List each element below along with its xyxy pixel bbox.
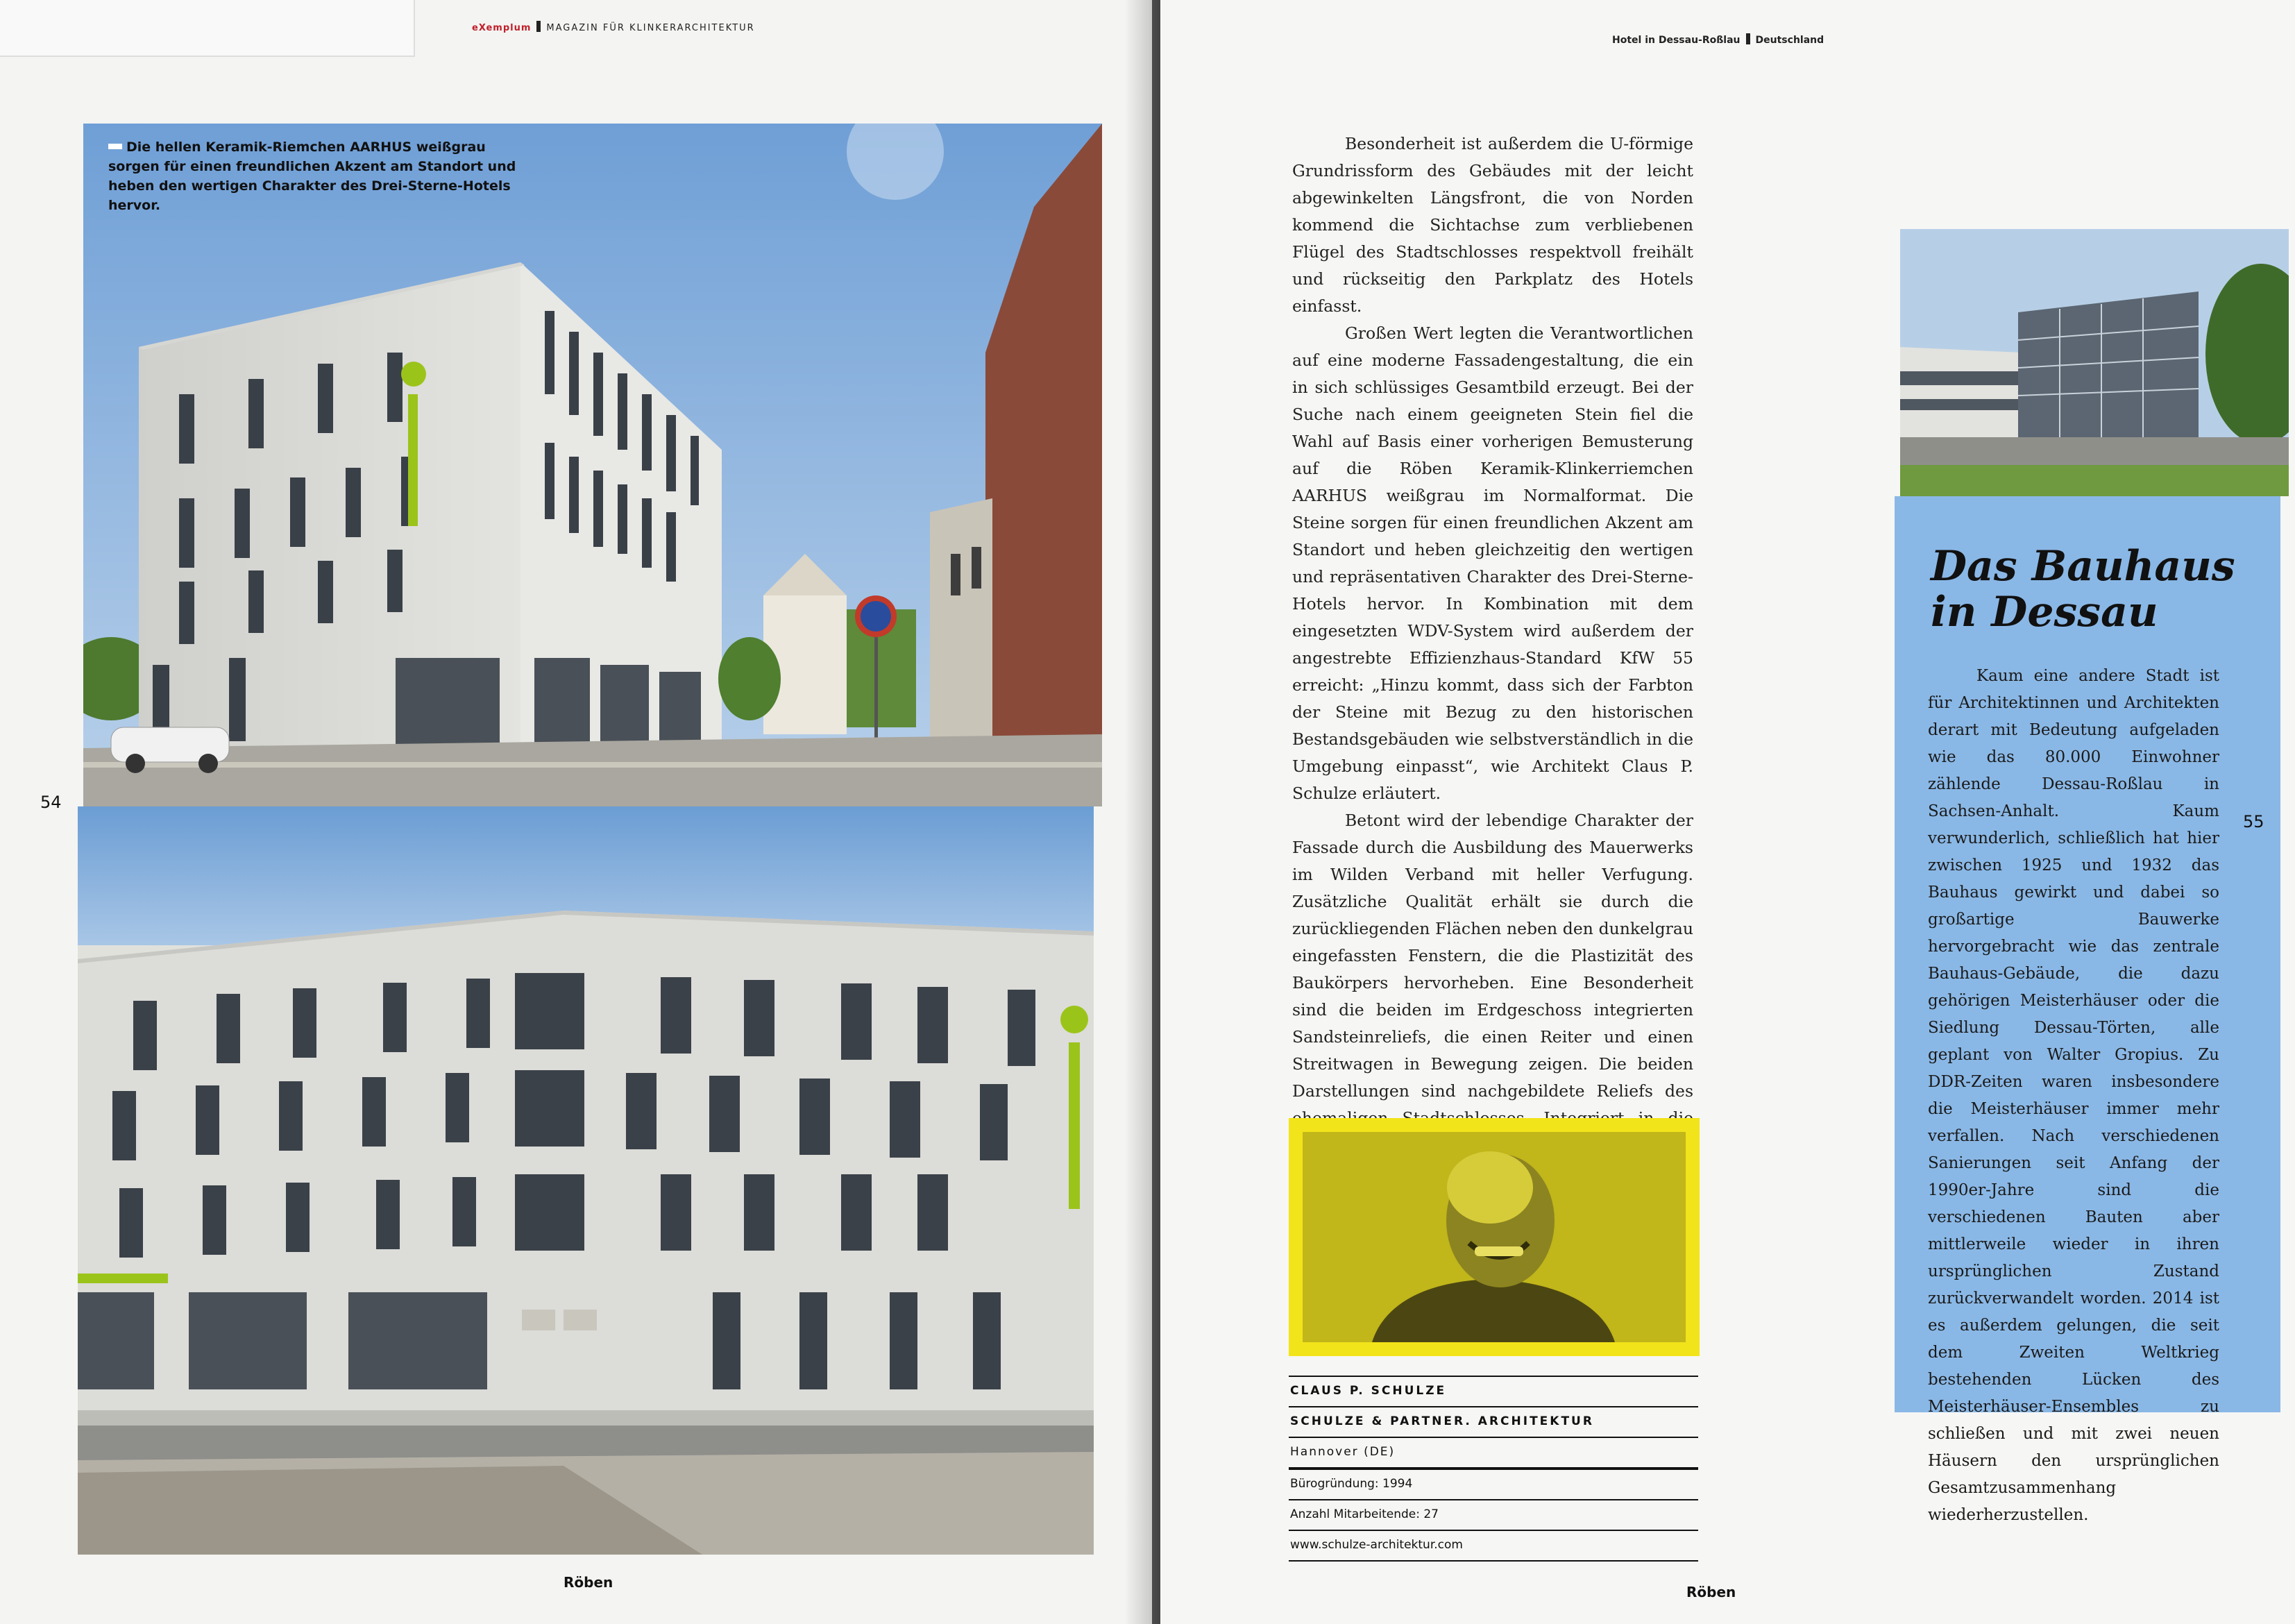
article-body (1292, 130, 1693, 1213)
bauhaus-photo (1900, 229, 2289, 496)
magazine-header (472, 21, 755, 33)
sidebar-title (1931, 543, 2257, 635)
caption-text: Die hellen Keramik-Riemchen AARHUS weißgrau sorgen für einen freundlichen Akzent am Standort und heben den wertigen Charakter des Drei-Sterne-Hotels hervor. (108, 139, 516, 213)
employee-count: Anzahl Mitarbeitende: 27 (1289, 1499, 1698, 1530)
architect-facts (1289, 1376, 1698, 1562)
gutter-shadow (1124, 0, 1166, 1624)
architect-name: CLAUS P. SCHULZE (1289, 1376, 1698, 1406)
page-corner (0, 0, 415, 57)
bauhaus-sidebar (1895, 496, 2280, 1524)
sidebar-text (1928, 663, 2219, 1529)
portrait-illustration (1303, 1132, 1686, 1342)
founded-year: Bürogründung: 1994 (1289, 1467, 1698, 1499)
hotel-photo-bottom (78, 806, 1094, 1555)
page-number-right: 55 (2243, 812, 2264, 831)
hotel-illustration-top (83, 124, 1102, 806)
architect-city: Hannover (DE) (1289, 1437, 1698, 1467)
sidebar-paragraph: Kaum eine andere Stadt ist für Architektinnen und Architekten derart mit Bedeutung aufgeladen wie das 80.000 Einwohner zählende Dessau-Roßlau in Sachsen-Anhalt. Kaum verwunderlich, schließlich hat hier zwischen 1925 und 1932 das Bauhaus gewirkt und dabei so großartige Bauwerke hervorgebracht wie das zentrale Bauhaus-Gebäude, die dazu gehörigen Meisterhäuser oder die Siedlung Dessau-Törten, alle geplant von Walter Gropius. Zu DDR-Zeiten waren insbesondere die Meisterhäuser immer mehr verfallen. Nach verschiedenen Sanierungen seit Anfang der 1990er-Jahre sind die verschiedenen Bauten aber mittlerweile wieder in ihren ursprünglichen Zustand zurückverwandelt worden. 2014 ist es außerdem gelungen, die seit dem Zweiten Weltkrieg bestehenden Lücken des Meisterhäuser-Ensembles zu schließen und mit zwei neuen Häusern den ursprünglichen Gesamtzusammenhang wiederherzustellen. (1928, 667, 2219, 1524)
portrait-photo (1303, 1132, 1686, 1342)
body-paragraph: Betont wird der lebendige Charakter der Fassade durch die Ausbildung des Mauerwerks im Wilden Verband mit heller Verfugung. Zusätzliche Qualität erhält sie durch die zurückliegenden Flächen neben den dunkelgrau eingefassten Fenstern, die die Plastizität des Baukörpers hervorheben. Eine Besonderheit sind die beiden im Erdgeschoss integrierten Sandsteinreliefs, die einen Reiter und einen Streitwagen in Bewegung zeigen. Die beiden Darstellungen sind nachgebildete Reliefs des (1292, 811, 1693, 1101)
page-number-left: 54 (40, 793, 62, 812)
article-country: Deutschland (1755, 35, 1824, 46)
roeben-logo-left: Röben (564, 1574, 613, 1591)
magazine-brand: eXemplum (472, 23, 532, 33)
architect-website[interactable]: www.schulze-architektur.com (1289, 1530, 1698, 1562)
photo-caption (108, 137, 525, 215)
header-divider (536, 21, 541, 32)
hotel-illustration-bottom (78, 806, 1094, 1555)
caption-marker (108, 144, 122, 149)
magazine-subtitle: MAGAZIN FÜR KLINKERARCHITEKTUR (546, 23, 755, 33)
article-header (1612, 33, 1824, 46)
body-paragraph: Großen Wert legten die Verantwortlichen auf eine moderne Fassadengestaltung, die ein in sich schlüssiges Gesamtbild erzeugt. Bei der Suche nach einem geeigneten Stein fiel die Wahl auf Basis einer vorherigen Bemusterung auf die Röben Keramik-Klinkerriemchen AARHUS weißgrau im Normalformat. Die Steine sorgen für einen freundlichen Akzent am Standort und heben gleichzeitig den wertigen und repräsentativen Charakter des Drei-Sterne-Hotels hervor. In Kombination mit dem eingesetzten WDV-System wird außerdem der angestrebte Effizienzhaus-Standard KfW 55 erreicht: „Hinzu kommt, dass sich der Farbton der Steine mit Bezug zu den historischen Bestandsgebäuden wie selbstverständlich in die Umgebung einpasst“, wie Architekt Claus P. Schulze erläutert. (1292, 323, 1693, 803)
architect-portrait (1289, 1118, 1700, 1356)
article-location: Hotel in Dessau-Roßlau (1612, 35, 1741, 46)
sidebar-title-line1: Das Bauhaus (1931, 542, 2235, 591)
architect-firm: SCHULZE & PARTNER. ARCHITEKTUR (1289, 1406, 1698, 1437)
header-divider-right (1746, 33, 1750, 44)
sidebar-title-line2: in Dessau (1931, 588, 2158, 636)
bauhaus-illustration (1900, 229, 2289, 496)
body-paragraph: Besonderheit ist außerdem die U-förmige Grundrissform des Gebäudes mit der leicht abgewinkelten Längsfront, die von Norden kommend die Sichtachse zum verbliebenen Flügel des Stadtschlosses respektvoll freihält und rückseitig den Parkplatz des Hotels einfasst. (1292, 134, 1693, 316)
hotel-photo-top (83, 124, 1102, 806)
roeben-logo-right: Röben (1686, 1584, 1736, 1600)
